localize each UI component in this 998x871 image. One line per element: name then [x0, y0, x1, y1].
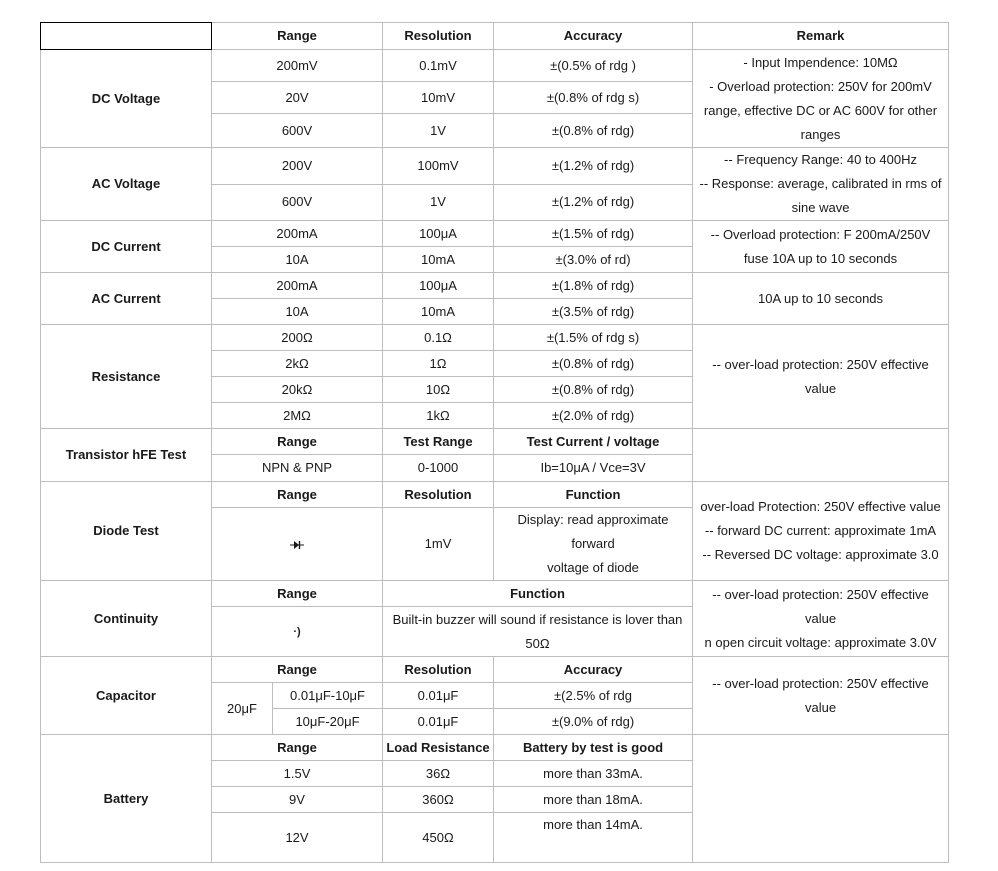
accuracy-cell: ±(1.2% of rdg): [494, 148, 693, 185]
header-remark: Remark: [693, 23, 949, 50]
header-range: Range: [212, 23, 383, 50]
function-line: 50Ω: [525, 635, 550, 651]
remark-line: sine wave: [791, 200, 850, 215]
range-cell: 10A: [212, 299, 383, 325]
range-cell: 600V: [212, 184, 383, 221]
remark-line: over-load Protection: 250V effective value: [700, 499, 941, 514]
test-range-cell: 0-1000: [383, 455, 494, 482]
resolution-cell: 0.1mV: [383, 50, 494, 82]
table-row: [41, 148, 949, 185]
capacitor-header-accuracy: Accuracy: [494, 657, 693, 683]
continuity-remark: [693, 581, 949, 657]
header-resolution: Resolution: [383, 23, 494, 50]
remark-line: -- over-load protection: 250V effective value: [712, 586, 929, 626]
function-line: voltage of diode: [547, 560, 639, 575]
accuracy-cell: ±(1.5% of rdg s): [494, 325, 693, 351]
range-cell: 1.5V: [212, 761, 383, 787]
remark-line: ranges: [800, 126, 841, 142]
resolution-cell: 1V: [383, 114, 494, 148]
dc-voltage-label: DC Voltage: [41, 50, 212, 148]
range-cell: 2MΩ: [212, 403, 383, 429]
diode-header-function: Function: [494, 482, 693, 508]
resolution-cell: 0.01μF: [383, 683, 494, 709]
ac-voltage-label: AC Voltage: [41, 148, 212, 221]
table-row: [41, 429, 949, 455]
buzzer-symbol-icon: ·): [212, 607, 383, 657]
subrange-cell: 0.01μF-10μF: [273, 683, 383, 709]
capacitor-range-group: 20μF: [212, 683, 273, 735]
function-line: Built-in buzzer will sound if resistance is lover than: [392, 611, 683, 627]
range-cell: 20kΩ: [212, 377, 383, 403]
range-cell: 200mA: [212, 221, 383, 247]
test-current-cell: Ib=10μA / Vce=3V: [494, 455, 693, 482]
accuracy-cell: ±(0.8% of rdg s): [494, 82, 693, 114]
capacitor-remark: -- over-load protection: 250V effective value: [693, 657, 949, 735]
continuity-header-function: Function: [383, 581, 693, 607]
remark-line: -- Reversed DC voltage: approximate 3.0: [702, 547, 939, 562]
diode-header-range: Range: [212, 482, 383, 508]
accuracy-cell: ±(9.0% of rdg): [494, 709, 693, 735]
function-line: Display: read approximate forward: [517, 512, 669, 551]
transistor-header-test-range: Test Range: [383, 429, 494, 455]
accuracy-cell: ±(2.0% of rdg): [494, 403, 693, 429]
accuracy-cell: ±(3.5% of rdg): [494, 299, 693, 325]
table-row: [41, 581, 949, 607]
range-cell: NPN & PNP: [212, 455, 383, 482]
resolution-cell: 10mV: [383, 82, 494, 114]
diode-remark: [693, 482, 949, 581]
table-row: [41, 50, 949, 82]
good-cell: more than 33mA.: [494, 761, 693, 787]
dc-current-remark: [693, 221, 949, 273]
range-cell: 200Ω: [212, 325, 383, 351]
accuracy-cell: ±(0.8% of rdg): [494, 351, 693, 377]
resistance-label: Resistance: [41, 325, 212, 429]
range-cell: 200mV: [212, 50, 383, 82]
battery-label: Battery: [41, 735, 212, 863]
table-row: [41, 482, 949, 508]
specifications-table: [40, 22, 949, 863]
resolution-cell: 10mA: [383, 299, 494, 325]
remark-line: n open circuit voltage: approximate 3.0V: [704, 634, 937, 650]
function-cell: [494, 508, 693, 581]
dc-voltage-remark: [693, 50, 949, 148]
table-row: [41, 221, 949, 247]
range-cell: 10A: [212, 247, 383, 273]
range-cell: 12V: [212, 813, 383, 863]
battery-remark: [693, 735, 949, 863]
range-cell: 20V: [212, 82, 383, 114]
remark-line: range, effective DC or AC 600V for other: [703, 102, 938, 118]
resolution-cell: 10mA: [383, 247, 494, 273]
ac-current-remark: 10A up to 10 seconds: [693, 273, 949, 325]
range-cell: 200mA: [212, 273, 383, 299]
accuracy-cell: ±(2.5% of rdg: [494, 683, 693, 709]
range-cell: 600V: [212, 114, 383, 148]
remark-line: - Input Impendence: 10MΩ: [743, 54, 898, 70]
table-header-row: [41, 23, 949, 50]
capacitor-header-range: Range: [212, 657, 383, 683]
battery-header-good: Battery by test is good: [494, 735, 693, 761]
corner-cell: [41, 23, 212, 50]
load-cell: 36Ω: [383, 761, 494, 787]
table-row: [41, 273, 949, 299]
good-cell: more than 18mA.: [494, 787, 693, 813]
resolution-cell: 1Ω: [383, 351, 494, 377]
diode-symbol-icon: [290, 540, 304, 550]
continuity-header-range: Range: [212, 581, 383, 607]
transistor-label: Transistor hFE Test: [41, 429, 212, 482]
accuracy-cell: ±(1.8% of rdg): [494, 273, 693, 299]
resolution-cell: 1V: [383, 184, 494, 221]
subrange-cell: 10μF-20μF: [273, 709, 383, 735]
diode-range-cell: [212, 508, 383, 581]
accuracy-cell: ±(0.8% of rdg): [494, 114, 693, 148]
ac-current-label: AC Current: [41, 273, 212, 325]
remark-line: -- Response: average, calibrated in rms of: [699, 176, 942, 191]
range-cell: 9V: [212, 787, 383, 813]
function-cell: [383, 607, 693, 657]
load-cell: 450Ω: [383, 813, 494, 863]
capacitor-label: Capacitor: [41, 657, 212, 735]
load-cell: 360Ω: [383, 787, 494, 813]
continuity-label: Continuity: [41, 581, 212, 657]
range-cell: 2kΩ: [212, 351, 383, 377]
table-row: [41, 735, 949, 761]
ac-voltage-remark: [693, 148, 949, 221]
range-cell: 200V: [212, 148, 383, 185]
good-cell: more than 14mA.: [494, 813, 693, 863]
accuracy-cell: ±(0.5% of rdg ): [494, 50, 693, 82]
accuracy-cell: ±(1.2% of rdg): [494, 184, 693, 221]
remark-line: - Overload protection: 250V for 200mV: [709, 78, 932, 94]
transistor-header-test-current: Test Current / voltage: [494, 429, 693, 455]
resolution-cell: 1mV: [383, 508, 494, 581]
accuracy-cell: ±(0.8% of rdg): [494, 377, 693, 403]
resolution-cell: 0.1Ω: [383, 325, 494, 351]
transistor-remark: [693, 429, 949, 482]
table-row: [41, 657, 949, 683]
diode-label: Diode Test: [41, 482, 212, 581]
accuracy-cell: ±(3.0% of rd): [494, 247, 693, 273]
resolution-cell: 0.01μF: [383, 709, 494, 735]
battery-header-load: Load Resistance: [383, 735, 494, 761]
resistance-remark: -- over-load protection: 250V effective value: [693, 325, 949, 429]
remark-line: -- forward DC current: approximate 1mA: [704, 523, 937, 538]
header-accuracy: Accuracy: [494, 23, 693, 50]
remark-line: -- Frequency Range: 40 to 400Hz: [724, 152, 917, 167]
transistor-header-range: Range: [212, 429, 383, 455]
battery-header-range: Range: [212, 735, 383, 761]
remark-line: fuse 10A up to 10 seconds: [743, 250, 898, 266]
resolution-cell: 1kΩ: [383, 403, 494, 429]
dc-current-label: DC Current: [41, 221, 212, 273]
diode-header-resolution: Resolution: [383, 482, 494, 508]
capacitor-header-resolution: Resolution: [383, 657, 494, 683]
resolution-cell: 100mV: [383, 148, 494, 185]
accuracy-cell: ±(1.5% of rdg): [494, 221, 693, 247]
remark-line: -- Overload protection: F 200mA/250V: [710, 226, 931, 242]
resolution-cell: 100μA: [383, 221, 494, 247]
resolution-cell: 100μA: [383, 273, 494, 299]
table-row: [41, 325, 949, 351]
resolution-cell: 10Ω: [383, 377, 494, 403]
